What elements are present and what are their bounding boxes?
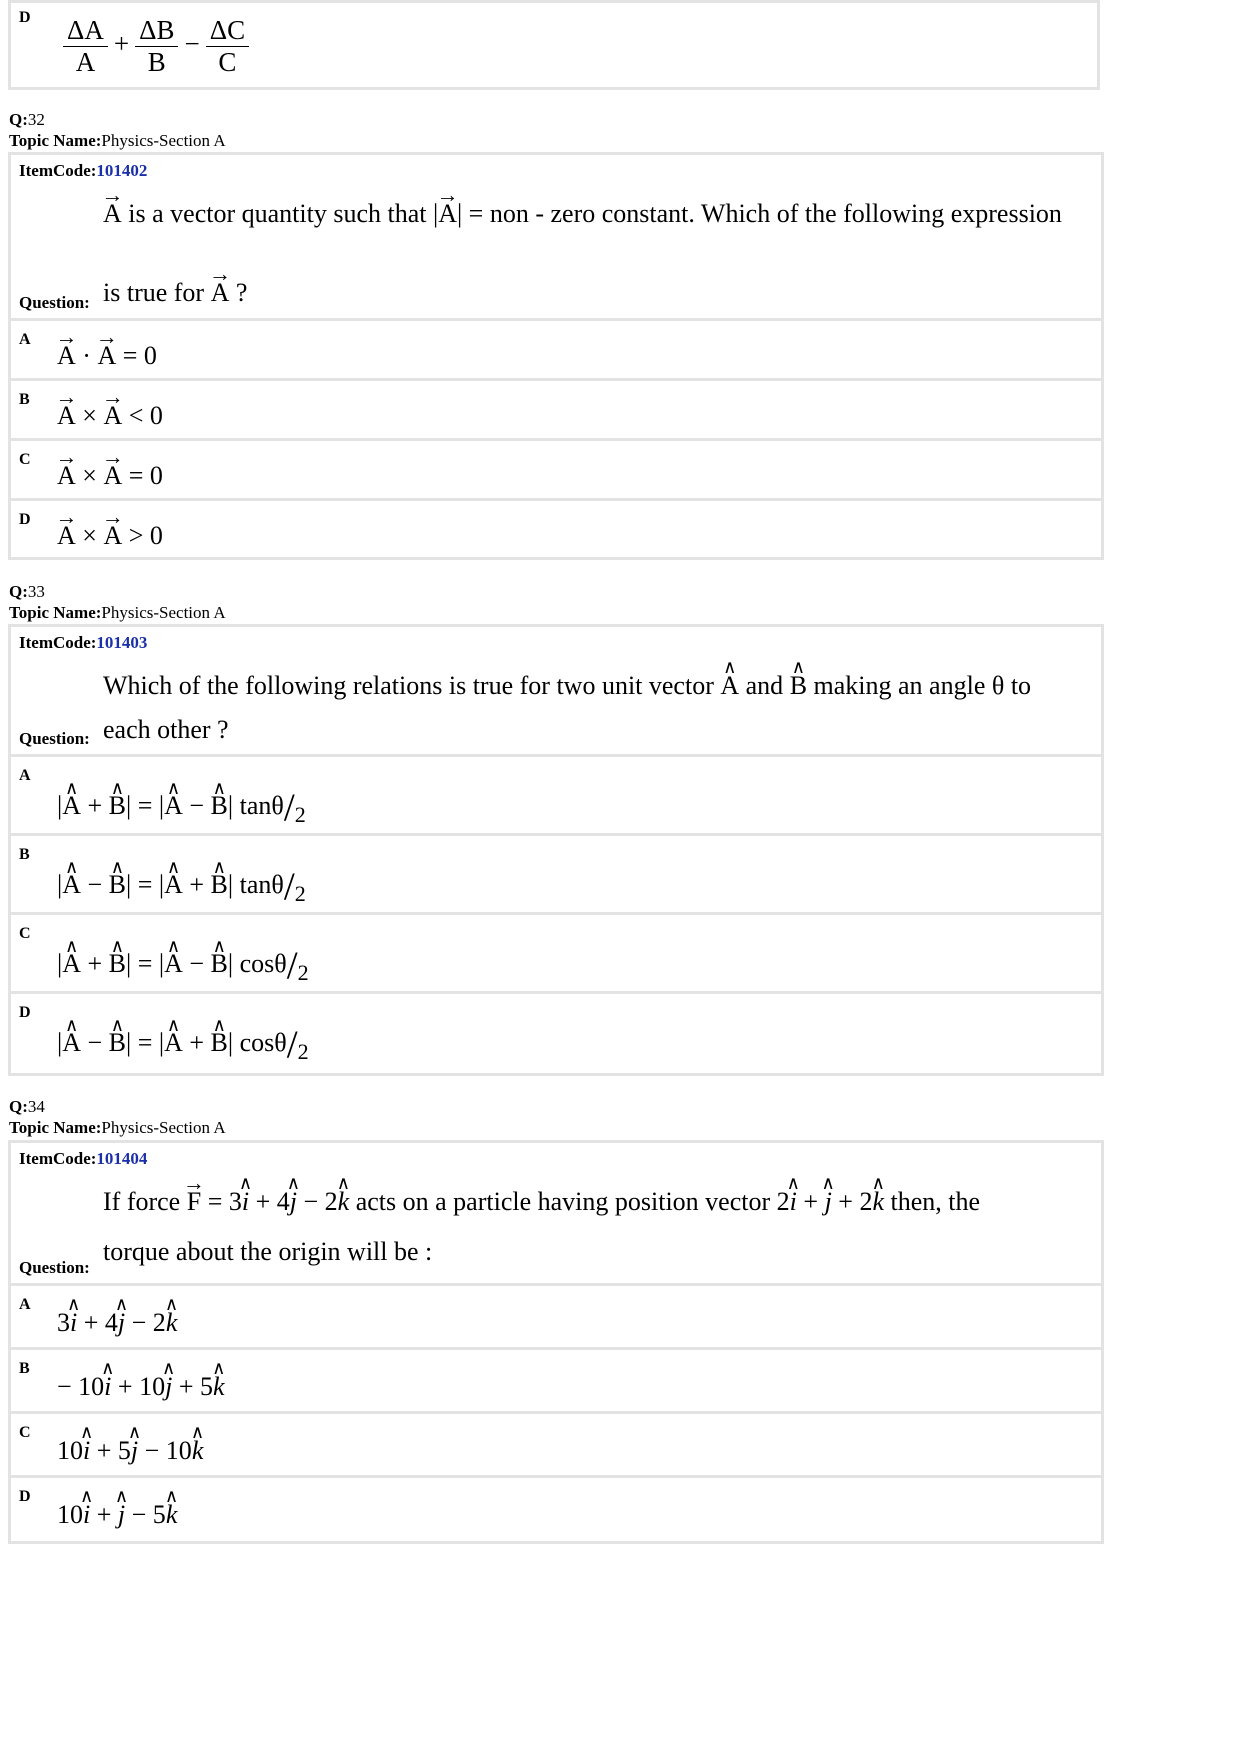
option-label: D — [19, 1004, 31, 1021]
option-math: $\frac{\Delta A}{A}$ + $\frac{\Delta B}{B}$ − $\frac{\Delta C}{C}$ — [57, 15, 255, 78]
option-math: |∧ A − ∧ B| = |∧ A + ∧ B| cosθ/2 — [57, 1022, 309, 1067]
option-a[interactable] — [11, 1286, 1101, 1350]
option-label: D — [19, 511, 31, 528]
option-d[interactable] — [11, 994, 1101, 1073]
option-c[interactable] — [11, 1414, 1101, 1478]
option-math: 10∧ i + 5∧ j − 10∧ k — [57, 1436, 203, 1466]
option-label: C — [19, 925, 31, 942]
fraction-b: $\frac{\Delta B}{B}$ — [135, 15, 178, 78]
option-label: C — [19, 451, 31, 468]
question-number: Q:33 — [9, 582, 45, 601]
question-text-line1: If force → F = 3∧ i + 4∧ j − 2∧ k acts on a particle having position vector 2∧ i + ∧ j + 2∧ k then, the — [103, 1187, 980, 1217]
item-code-value: 101403 — [96, 633, 148, 652]
option-math: → A × → A = 0 — [57, 461, 163, 491]
topic-name: Topic Name:Physics-Section A — [9, 131, 226, 150]
option-math: − 10∧ i + 10∧ j + 5∧ k — [57, 1372, 225, 1402]
fraction-a: $\frac{\Delta A}{A}$ — [63, 15, 108, 78]
item-code — [19, 1149, 147, 1169]
question-stem — [11, 1143, 1101, 1286]
question-text-line2: is true for → A ? — [103, 278, 247, 308]
item-code-label: ItemCode: — [19, 161, 97, 180]
question-text-line2: torque about the origin will be : — [103, 1237, 433, 1266]
fraction-c: $\frac{\Delta C}{C}$ — [206, 15, 249, 78]
option-label: A — [19, 331, 31, 348]
prev-option-d[interactable] — [11, 3, 1097, 87]
option-d[interactable] — [11, 501, 1101, 557]
option-label: A — [19, 1296, 31, 1313]
item-code-label: ItemCode: — [19, 633, 97, 652]
option-math: |∧ A + ∧ B| = |∧ A − ∧ B| cosθ/2 — [57, 943, 309, 988]
option-math: 3∧ i + 4∧ j − 2∧ k — [57, 1308, 177, 1338]
item-code-value: 101404 — [96, 1149, 148, 1168]
option-label: A — [19, 767, 31, 784]
option-math: → A × → A < 0 — [57, 401, 163, 431]
option-d[interactable] — [11, 1478, 1101, 1541]
question-card-34 — [8, 1140, 1104, 1544]
option-b[interactable] — [11, 836, 1101, 915]
question-number: Q:34 — [9, 1097, 45, 1116]
option-math: |∧ A − ∧ B| = |∧ A + ∧ B| tanθ/2 — [57, 864, 306, 909]
item-code — [19, 633, 147, 653]
prev-option-box — [8, 0, 1100, 90]
option-c[interactable] — [11, 915, 1101, 994]
option-a[interactable] — [11, 757, 1101, 836]
option-label: B — [19, 1360, 30, 1377]
option-math: 10∧ i + ∧ j − 5∧ k — [57, 1500, 177, 1530]
option-math: → A · → A = 0 — [57, 341, 157, 371]
question-text-line1: Which of the following relations is true for two unit vector ∧ A and ∧ B making an angle θ to — [103, 671, 1031, 701]
question-card-32 — [8, 152, 1104, 560]
question-card-33 — [8, 624, 1104, 1076]
option-b[interactable] — [11, 1350, 1101, 1414]
option-c[interactable] — [11, 441, 1101, 501]
topic-name: Topic Name:Physics-Section A — [9, 603, 226, 622]
option-math: → A × → A > 0 — [57, 521, 163, 551]
topic-name: Topic Name:Physics-Section A — [9, 1118, 226, 1137]
question-label: Question: — [19, 729, 90, 748]
option-label: C — [19, 1424, 31, 1441]
option-label: D — [19, 9, 31, 26]
question-stem — [11, 155, 1101, 321]
option-a[interactable] — [11, 321, 1101, 381]
item-code-label: ItemCode: — [19, 1149, 97, 1168]
question-stem — [11, 627, 1101, 757]
item-code — [19, 161, 147, 181]
question-label: Question: — [19, 1258, 90, 1277]
option-b[interactable] — [11, 381, 1101, 441]
option-label: B — [19, 391, 30, 408]
option-label: D — [19, 1488, 31, 1505]
question-text-line2: each other ? — [103, 715, 229, 744]
question-number: Q:32 — [9, 110, 45, 129]
option-math: |∧ A + ∧ B| = |∧ A − ∧ B| tanθ/2 — [57, 785, 306, 830]
question-text-line1: → A is a vector quantity such that → |A| = non - zero constant. Which of the following expression — [103, 199, 1062, 229]
option-label: B — [19, 846, 30, 863]
item-code-value: 101402 — [96, 161, 148, 180]
question-label: Question: — [19, 293, 90, 312]
